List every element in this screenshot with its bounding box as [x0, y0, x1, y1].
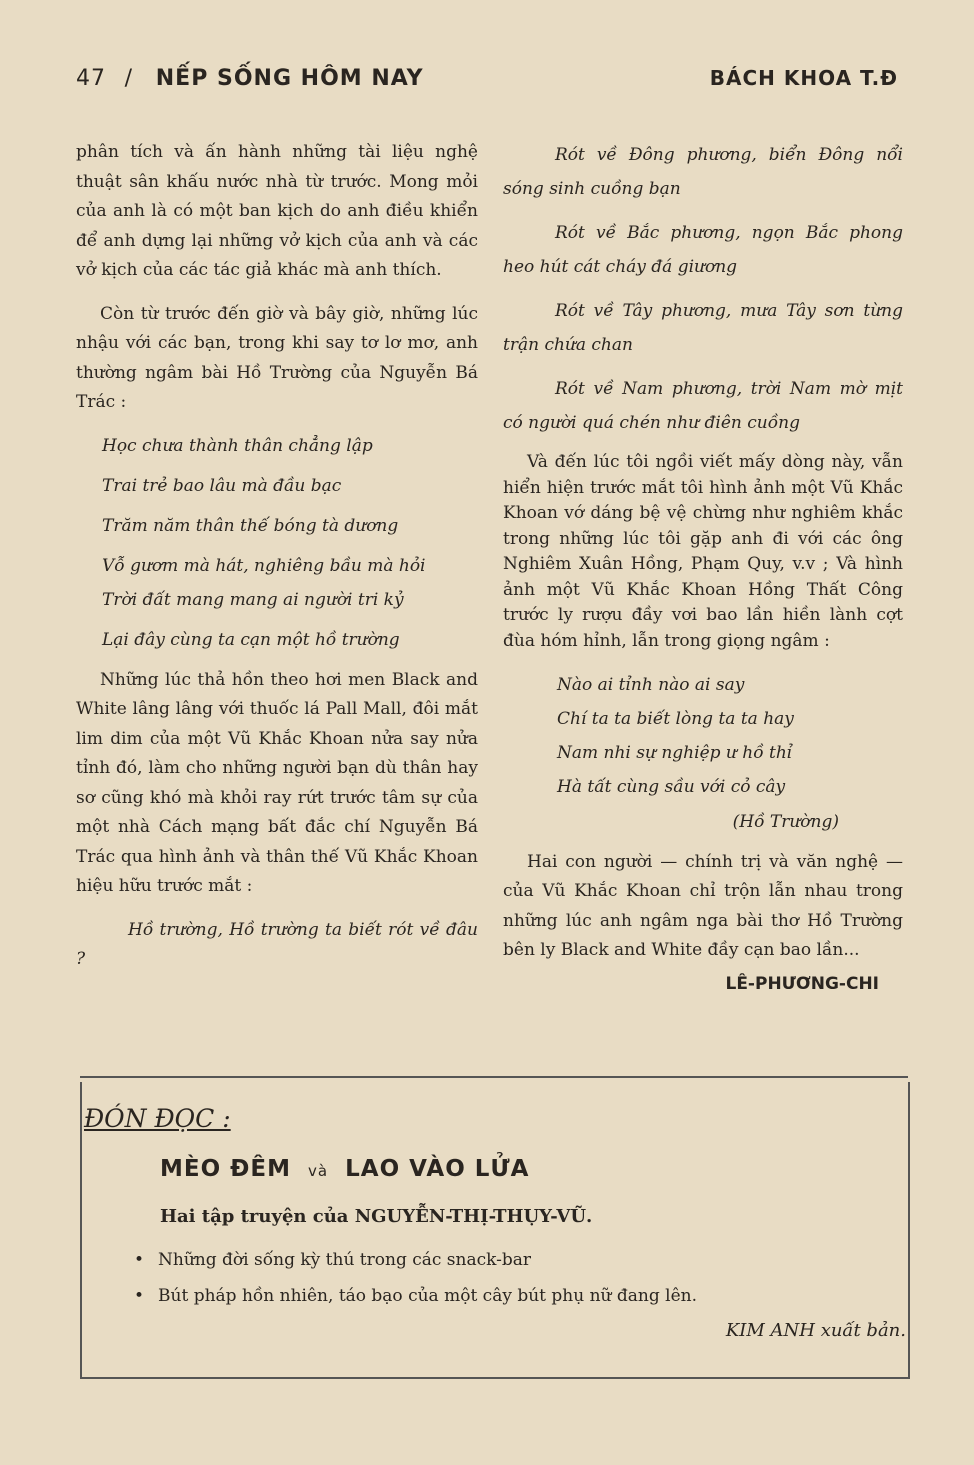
paragraph-5: Và đến lúc tôi ngồi viết mấy dòng này, vẫn hiển hiện trước mắt tôi hình ảnh một Vũ Khắc Khoan vớ dáng bệ vệ chừng như nghiêm khắc trong những lúc tôi gặp anh đi với các ông Nghiêm Xuân Hồng, Phạm Quy, v.v ; Và hình ảnh một Vũ Khắc Khoan Hồng Thất Công trước ly rượu đầy vơi bao lần hiền lành cợt đùa hóm hỉnh, lẫn trong giọng ngâm : — [503, 452, 903, 651]
quote-line: Nào ai tỉnh nào ai say — [557, 675, 745, 695]
verse-west: Rót về Tây phương, mưa Tây sơn từng trận chứa chan — [503, 301, 903, 355]
verse-south: Rót về Nam phương, trời Nam mờ mịt có người quá chén như điên cuồng — [503, 379, 903, 433]
header-left — [76, 66, 424, 91]
ad-title-conjunction: và — [308, 1162, 329, 1180]
page-header — [76, 66, 898, 102]
ad-title-2: LAO VÀO LỬA — [345, 1156, 530, 1182]
paragraph-1: phân tích và ấn hành những tài liệu nghệ thuật sân khấu nước nhà từ trước. Mong mỏi của anh là có một ban kịch do anh điều khiển để anh dựng lại những vở kịch của anh và các vở kịch của các tác giả khác mà anh thích. — [76, 142, 478, 280]
verse-line: Trai trẻ bao lâu mà đầu bạc — [102, 475, 342, 496]
quote-line: Hà tất cùng sầu với cỏ cây — [557, 777, 786, 797]
verse-line: Lại đây cùng ta cạn một hồ trường — [102, 629, 400, 650]
ad-bullet: • Bút pháp hồn nhiên, táo bạo của một cây bút phụ nữ đang lên. — [134, 1278, 697, 1314]
paragraph-4: Hồ trường, Hồ trường ta biết rót về đâu ? — [76, 919, 478, 969]
publication-title: BÁCH KHOA T.Đ — [709, 66, 898, 90]
verse-block — [102, 432, 478, 654]
quote-line: Nam nhi sự nghiệp ư hồ thỉ — [557, 743, 793, 763]
paragraph-6: Hai con người — chính trị và văn nghệ — của Vũ Khắc Khoan chỉ trộn lẫn nhau trong những lúc anh ngâm nga bài thơ Hồ Trường bên ly Black and White đầy cạn bao lần... — [503, 851, 903, 960]
verse-line: Học chưa thành thân chẳng lập — [102, 435, 373, 456]
verse-east: Rót về Đông phương, biển Đông nổi sóng sinh cuồng bạn — [503, 145, 903, 199]
ad-title-1: MÈO ĐÊM — [160, 1156, 292, 1182]
quote-line: Chí ta ta biết lòng ta ta hay — [557, 709, 794, 729]
section-title: NẾP SỐNG HÔM NAY — [155, 66, 424, 91]
author-signature: LÊ-PHƯƠNG-CHI — [725, 973, 879, 994]
verse-north: Rót về Bắc phương, ngọn Bắc phong heo hút cát cháy đá giương — [503, 223, 903, 277]
ad-heading: ĐÓN ĐỌC : — [84, 1104, 231, 1133]
verse-line: Trời đất mang mang ai người tri kỷ — [102, 589, 404, 610]
ad-publisher: KIM ANH xuất bản. — [725, 1320, 906, 1341]
left-column — [76, 138, 478, 986]
paragraph-2: Còn từ trước đến giờ và bây giờ, những lúc nhậu với các bạn, trong khi say tơ lơ mơ, anh thường ngâm bài Hồ Trường của Nguyễn Bá Trác : — [76, 303, 478, 412]
right-column — [503, 138, 903, 999]
paragraph-3: Những lúc thả hồn theo hơi men Black and White lâng lâng với thuốc lá Pall Mall, đôi mắt lim dim của một Vũ Khắc Khoan nửa say nửa tỉnh đó, làm cho những người bạn dù thân hay sơ cũng khó mà khỏi ray rứt trước tâm sự của một nhà Cách mạng bất đắc chí Nguyễn Bá Trác qua hình ảnh và thân thế Vũ Khắc Khoan hiệu hữu trước mắt : — [76, 669, 478, 896]
quote-block — [557, 668, 903, 804]
header-separator: / — [124, 66, 134, 91]
page-number: 47 — [76, 66, 106, 91]
ad-bullet-list — [134, 1242, 697, 1314]
divider-line — [80, 1076, 908, 1078]
ad-book-titles — [160, 1156, 529, 1182]
advertisement-box — [80, 1082, 910, 1379]
verse-line: Trăm năm thân thế bóng tà dương — [102, 515, 399, 536]
verse-line: Vỗ gươm mà hát, nghiêng bầu mà hỏi — [102, 555, 426, 576]
ad-subtitle: Hai tập truyện của NGUYỄN-THỊ-THỤY-VŨ. — [160, 1206, 593, 1227]
ad-bullet: • Những đời sống kỳ thú trong các snack-bar — [134, 1242, 697, 1278]
quote-attribution: (Hồ Trường) — [732, 812, 839, 832]
